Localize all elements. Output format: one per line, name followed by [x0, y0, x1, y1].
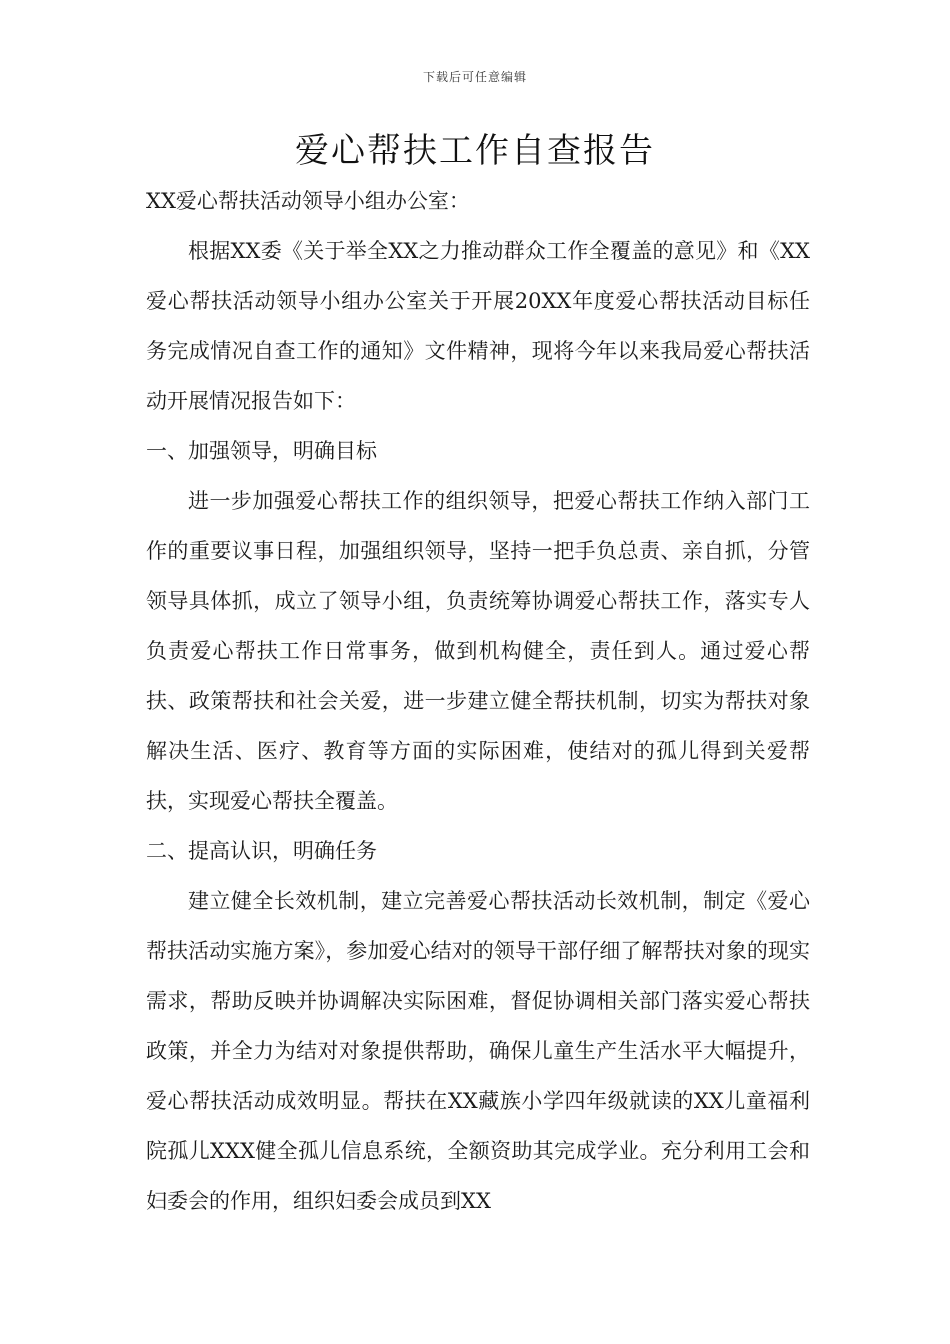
paragraph-intro: 根据XX委《关于举全XX之力推动群众工作全覆盖的意见》和《XX爱心帮扶活动领导小组办公室关于开展20XX年度爱心帮扶活动目标任务完成情况自查工作的通知》文件精神，现将今年以来我局爱心帮扶活动开展情况报告如下： — [146, 239, 810, 413]
section-heading-2: 二、提高认识，明确任务 — [146, 839, 377, 863]
salutation: XX爱心帮扶活动领导小组办公室： — [146, 189, 470, 213]
paragraph-section-1: 进一步加强爱心帮扶工作的组织领导，把爱心帮扶工作纳入部门工作的重要议事日程，加强组织领导，坚持一把手负总责、亲自抓，分管领导具体抓，成立了领导小组，负责统筹协调爱心帮扶工作，落实专人负责爱心帮扶工作日常事务，做到机构健全，责任到人。通过爱心帮扶、政策帮扶和社会关爱，进一步建立健全帮扶机制，切实为帮扶对象解决生活、医疗、教育等方面的实际困难，使结对的孤儿得到关爱帮扶，实现爱心帮扶全覆盖。 — [146, 489, 810, 813]
document-title: 爱心帮扶工作自查报告 — [295, 131, 655, 171]
header-note: 下载后可任意编辑 — [422, 70, 527, 84]
paragraph-section-2: 建立健全长效机制，建立完善爱心帮扶活动长效机制，制定《爱心帮扶活动实施方案》，参加爱心结对的领导干部仔细了解帮扶对象的现实需求，帮助反映并协调解决实际困难，督促协调相关部门落实爱心帮扶政策，并全力为结对对象提供帮助，确保儿童生产生活水平大幅提升，爱心帮扶活动成效明显。帮扶在XX藏族小学四年级就读的XX儿童福利院孤儿XXX健全孤儿信息系统，全额资助其完成学业。充分利用工会和妇委会的作用，组织妇委会成员到XX — [146, 889, 810, 1213]
section-heading-1: 一、加强领导，明确目标 — [146, 439, 377, 463]
document-body — [146, 176, 810, 1226]
